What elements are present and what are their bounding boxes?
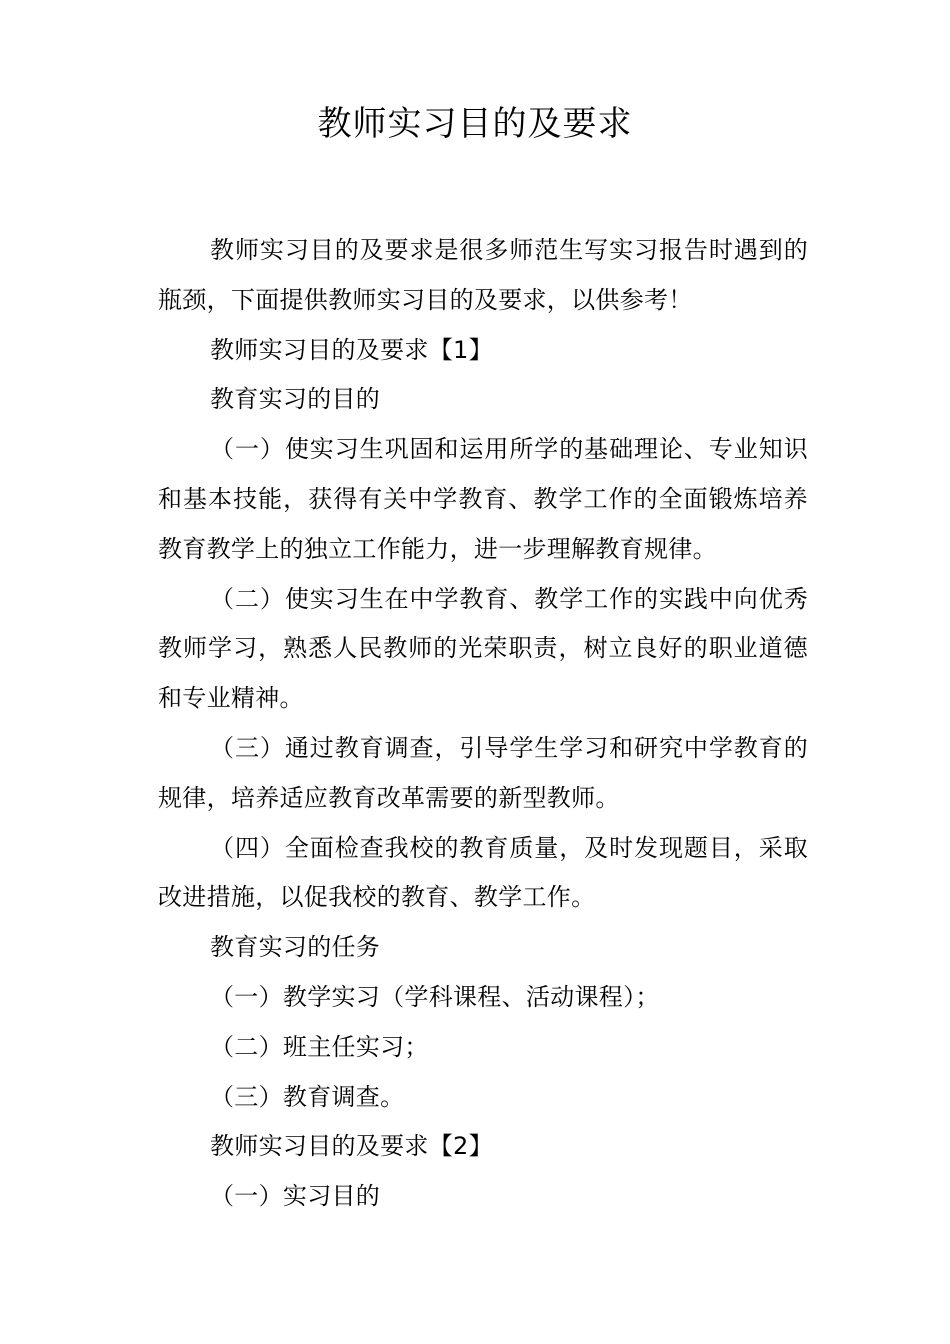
document-body (158, 226, 808, 1222)
subheading-tasks: 教育实习的任务 (210, 933, 381, 962)
document-title: 教师实习目的及要求 (317, 104, 633, 144)
section2-item-1: （一）实习目的 (210, 1182, 381, 1211)
section-heading-2: 教师实习目的及要求【2】 (210, 1132, 493, 1161)
task-item-1: （一）教学实习（学科课程、活动课程）； (210, 982, 660, 1011)
task-item-2: （二）班主任实习； (210, 1032, 429, 1061)
purpose-item-2: （二）使实习生在中学教育、教学工作的实践中向优秀教师学习，熟悉人民教师的光荣职责，树立良好的职业道德和专业精神。 (158, 584, 808, 713)
intro-paragraph: 教师实习目的及要求是很多师范生写实习报告时遇到的瓶颈，下面提供教师实习目的及要求，以供参考！ (158, 236, 808, 314)
purpose-item-1: （一）使实习生巩固和运用所学的基础理论、专业知识和基本技能，获得有关中学教育、教学工作的全面锻炼培养教育教学上的独立工作能力，进一步理解教育规律。 (158, 435, 808, 563)
section-heading-1: 教师实习目的及要求【1】 (210, 335, 493, 364)
subheading-purpose: 教育实习的目的 (210, 385, 381, 414)
purpose-item-4: （四）全面检查我校的教育质量，及时发现题目，采取改进措施，以促我校的教育、教学工作。 (158, 833, 808, 912)
task-item-3: （三）教育调查。 (210, 1082, 405, 1111)
purpose-item-3: （三）通过教育调查，引导学生学习和研究中学教育的规律，培养适应教育改革需要的新型教师。 (158, 733, 808, 812)
